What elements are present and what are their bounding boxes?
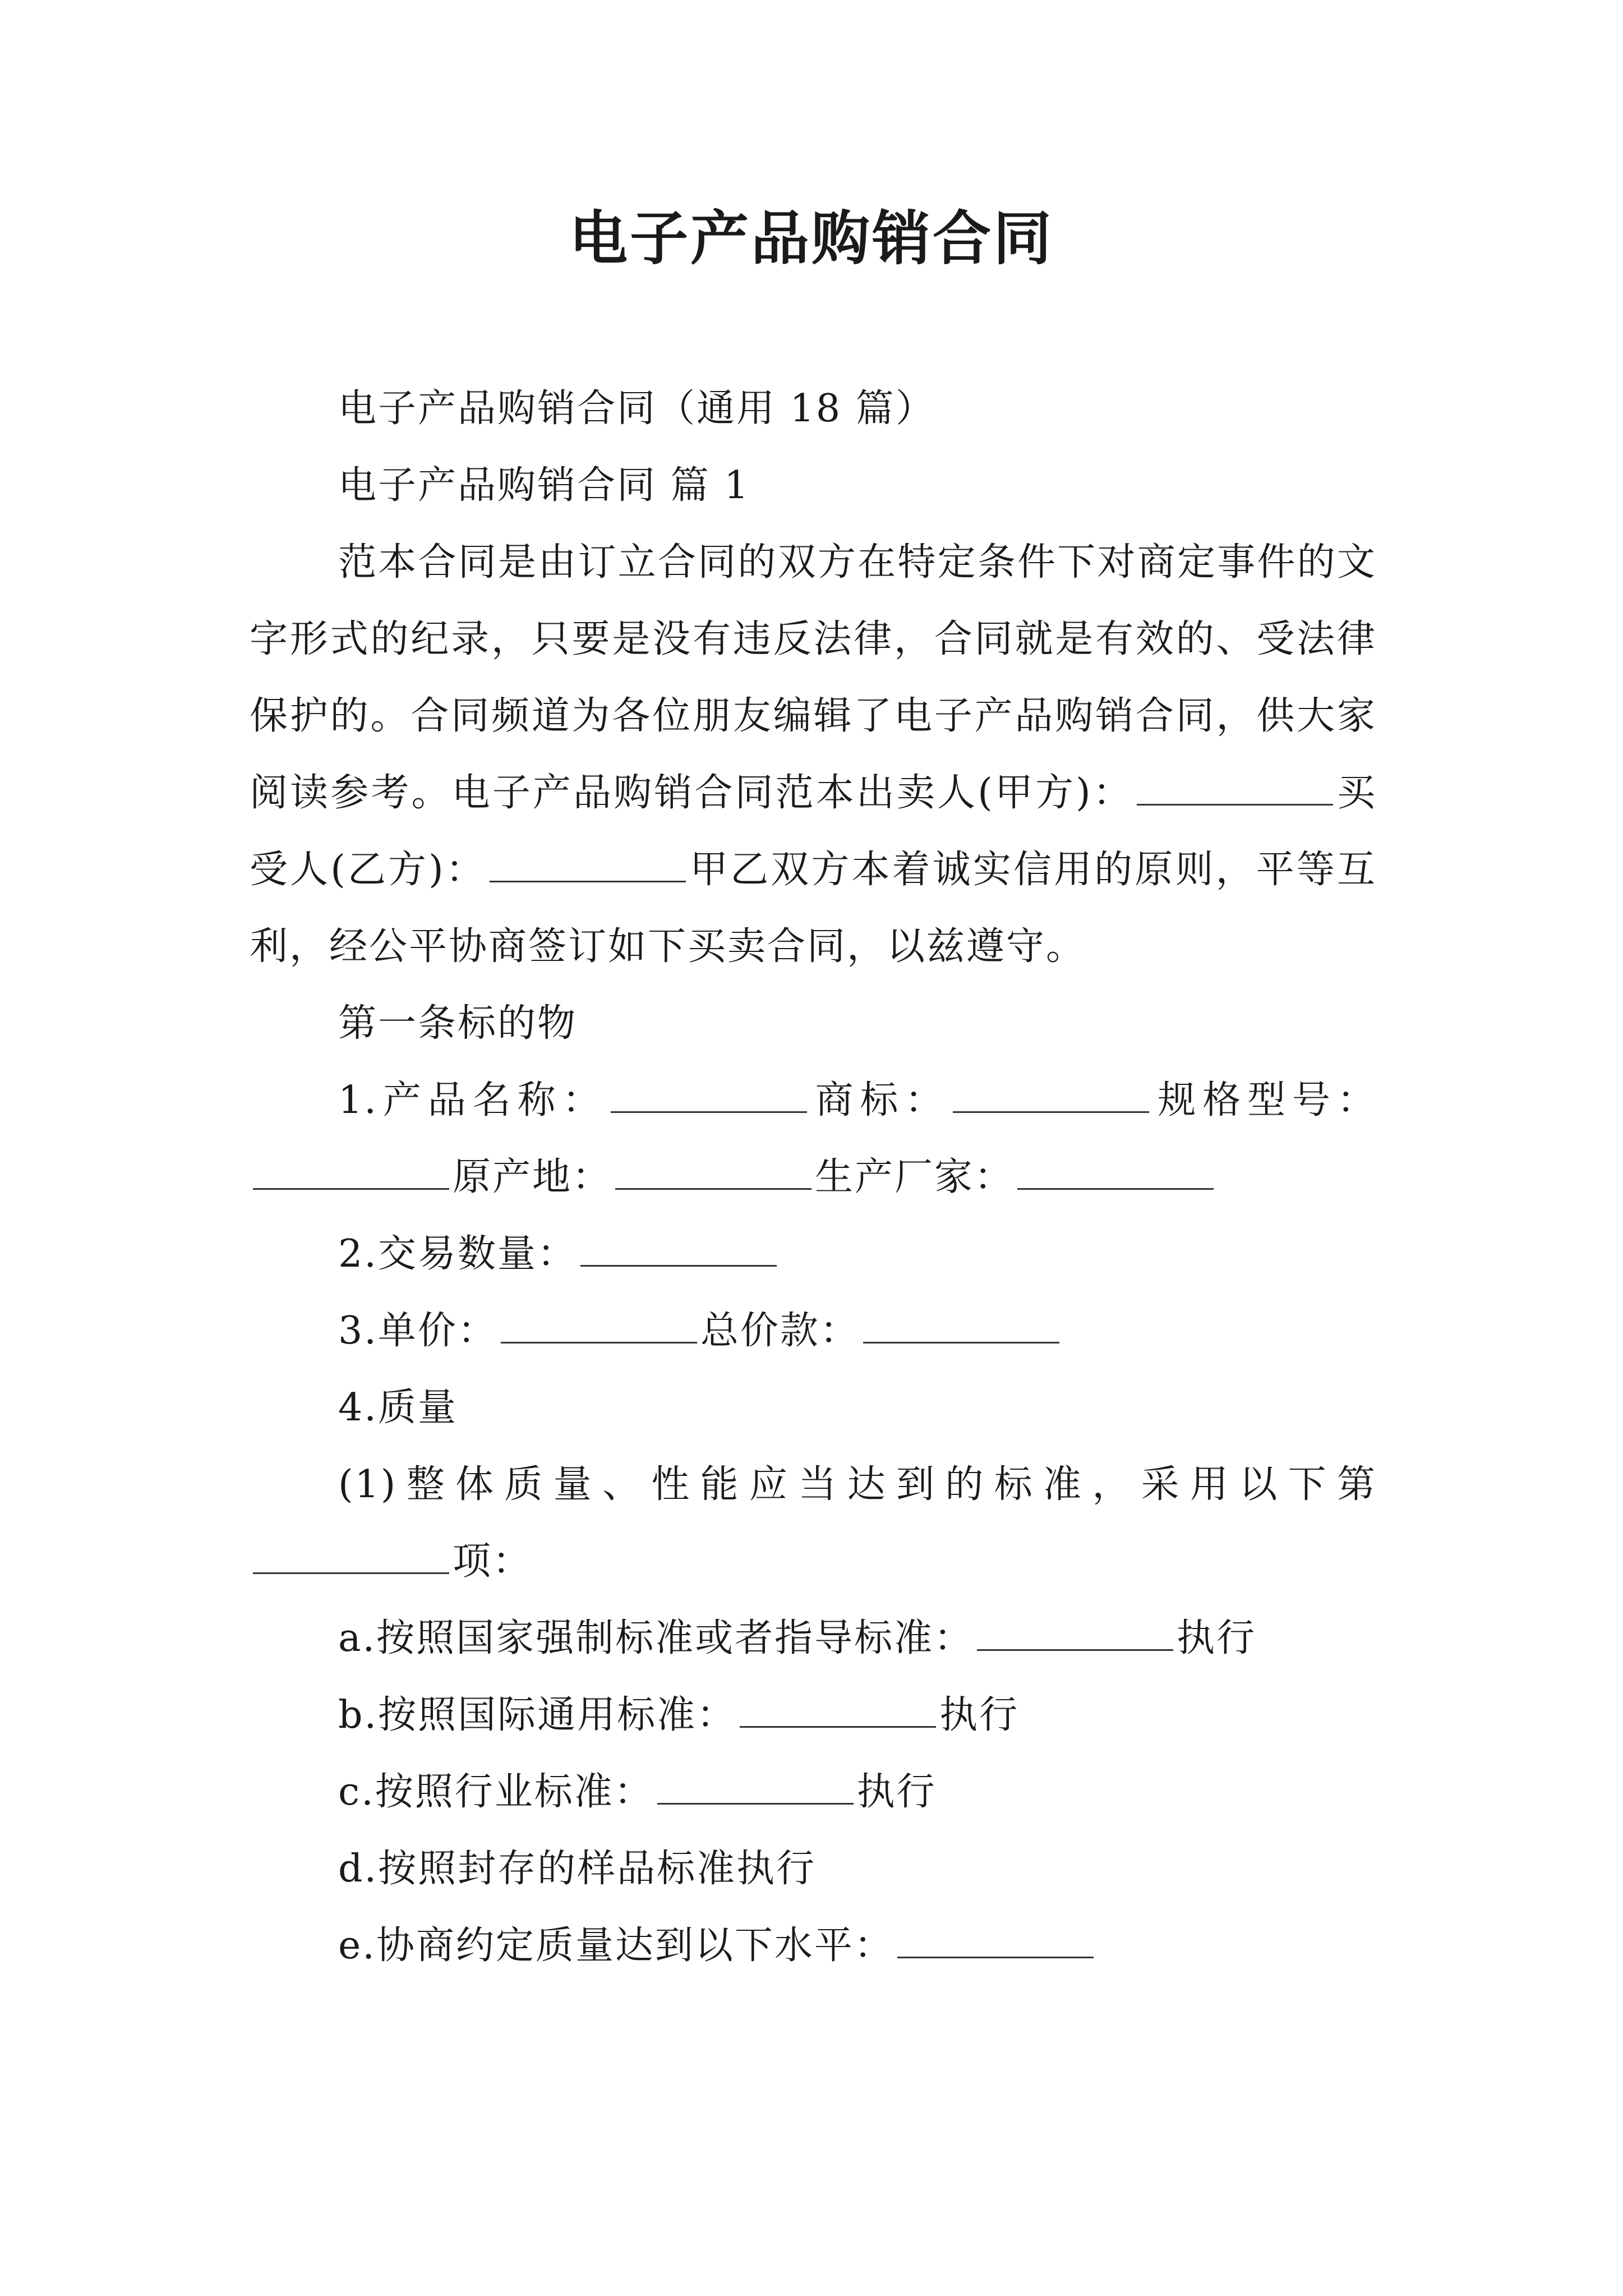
paragraph-item4-1: [250, 1446, 1377, 1600]
fill-in-blank[interactable]: [1137, 803, 1333, 806]
paragraph-text: 执行: [939, 1693, 1020, 1737]
paragraph-text: 项：: [453, 1539, 533, 1584]
paragraph-text: 电子产品购销合同（通用 18 篇）: [338, 386, 935, 431]
document-title: 电子产品购销合同: [569, 204, 1054, 273]
paragraph-text: 生产厂家：: [815, 1155, 1015, 1199]
fill-in-blank[interactable]: [611, 1111, 807, 1113]
paragraph-text: 第一条标的物: [338, 1001, 578, 1046]
fill-in-blank[interactable]: [953, 1111, 1149, 1113]
paragraph-text: e.协商约定质量达到以下水平：: [338, 1924, 894, 1968]
fill-in-blank[interactable]: [253, 1188, 449, 1190]
paragraph-text: 原产地：: [453, 1155, 612, 1199]
paragraph-item3: [250, 1292, 1377, 1369]
paragraph-item-c: [250, 1754, 1377, 1830]
paragraph-text: d.按照封存的样品标准执行: [338, 1847, 817, 1891]
paragraph-text: 规格型号：: [1152, 1078, 1377, 1122]
paragraph-item2: [250, 1216, 1377, 1292]
fill-in-blank[interactable]: [863, 1341, 1059, 1343]
paragraph-text: 执行: [1177, 1616, 1257, 1660]
paragraph-chapter: [250, 447, 1377, 524]
paragraph-item-e: [250, 1907, 1377, 1984]
paragraph-text: 1.产品名称：: [338, 1078, 607, 1122]
fill-in-blank[interactable]: [580, 1264, 777, 1267]
fill-in-blank[interactable]: [977, 1649, 1173, 1651]
paragraph-text: 执行: [856, 1770, 937, 1814]
document-body: [250, 370, 1377, 1984]
fill-in-blank[interactable]: [501, 1341, 697, 1343]
paragraph-item4: [250, 1369, 1377, 1446]
paragraph-text: 范本合同是由订立合同的双方在特定条件下对商定事件的文字形式的纪录，只要是没有违反法律，合同就是有效的、受法律保护的。合同频道为各位朋友编辑了电子产品购销合同，供大家阅读参考。电子产品购销合同范本出卖人(甲方)：: [250, 540, 1377, 815]
paragraph-intro: [250, 524, 1377, 985]
paragraph-item-b: [250, 1677, 1377, 1754]
fill-in-blank[interactable]: [490, 880, 686, 882]
fill-in-blank[interactable]: [253, 1572, 449, 1574]
paragraph-text: 甲乙双方本着诚实信用的原则，平等互利，经公平协商签订如下买卖合同，以兹遵守。: [250, 848, 1377, 969]
paragraph-text: a.按照国家强制标准或者指导标准：: [338, 1616, 974, 1660]
paragraph-text: (1)整体质量、性能应当达到的标准，采用以下第: [338, 1462, 1377, 1507]
paragraph-text: 买受人(乙方)：: [250, 771, 1377, 892]
paragraph-text: 电子产品购销合同 篇 1: [338, 463, 750, 508]
fill-in-blank[interactable]: [615, 1188, 811, 1190]
paragraph-item1: [250, 1062, 1377, 1216]
fill-in-blank[interactable]: [657, 1802, 854, 1805]
paragraph-text: c.按照行业标准：: [338, 1770, 654, 1814]
paragraph-item-a: [250, 1600, 1377, 1677]
paragraph-text: 总价款：: [700, 1309, 860, 1353]
fill-in-blank[interactable]: [740, 1726, 936, 1728]
paragraph-text: 3.单价：: [338, 1309, 497, 1353]
paragraph-text: b.按照国际通用标准：: [338, 1693, 737, 1737]
paragraph-text: 2.交易数量：: [338, 1232, 577, 1276]
paragraph-item-d: [250, 1830, 1377, 1907]
paragraph-text: 4.质量: [338, 1386, 458, 1430]
fill-in-blank[interactable]: [1017, 1188, 1214, 1190]
paragraph-article1: [250, 985, 1377, 1062]
paragraph-text: 商标：: [810, 1078, 950, 1122]
paragraph-subtitle: [250, 370, 1377, 447]
fill-in-blank[interactable]: [897, 1956, 1094, 1958]
